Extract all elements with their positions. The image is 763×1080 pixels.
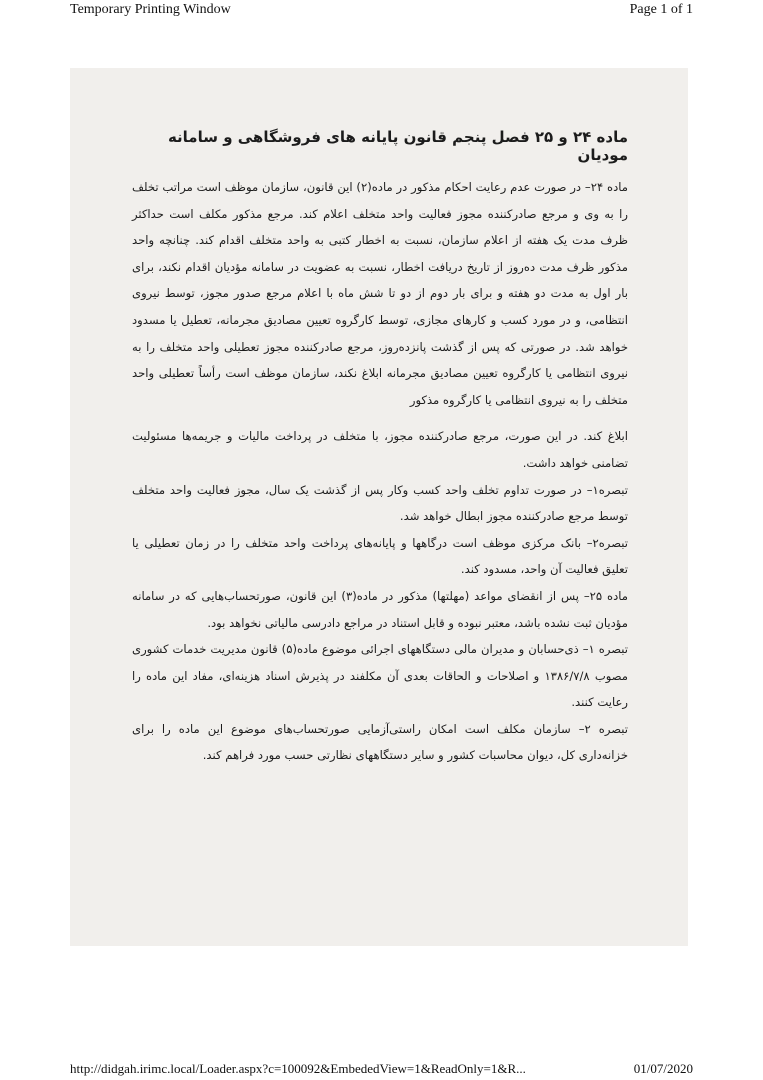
article-25-note-1-paragraph: تبصره ۱– ذی‌حسابان و مدیران مالی دستگاههای اجرائی موضوع ماده(۵) قانون مدیریت خدمات کشوری مصوب ۱۳۸۶/۷/۸ و اصلاحات و الحاقات بعدی آن مکلفند در پذیرش اسناد هزینه‌ای، مفاد این ماده را رعایت کنند. xyxy=(132,642,628,710)
article-25-paragraph: ماده ۲۵– پس از انقضای مواعد (مهلتها) مذکور در ماده(۳) این قانون، صورتحساب‌هایی که در سامانه مؤدیان ثبت نشده باشد، معتبر نبوده و قابل استناد در مراجع دادرسی مالیاتی نخواهد بود. xyxy=(132,588,628,630)
page-url: http://didgah.irimc.local/Loader.aspx?c=100092&EmbededView=1&ReadOnly=1&R... xyxy=(70,1061,526,1076)
article-24-block xyxy=(132,174,628,413)
page-indicator: Page 1 of 1 xyxy=(629,2,693,17)
article-24-notes-block xyxy=(132,423,628,769)
note-1-paragraph: تبصره۱– در صورت تداوم تخلف واحد کسب وکار پس از گذشت یک سال، مجوز فعالیت واحد متخلف توسط مرجع صادرکننده مجوز ابطال خواهد شد. xyxy=(132,482,628,524)
note-2-paragraph: تبصره۲– بانک مرکزی موظف است درگاهها و پایانه‌های پرداخت واحد متخلف را در زمان تعطیلی یا تعلیق فعالیت آن واحد، مسدود کند. xyxy=(132,535,628,577)
document-title: ماده ۲۴ و ۲۵ فصل پنجم قانون پایانه های فروشگاهی و سامانه مودیان xyxy=(167,128,628,164)
article-25-note-2-paragraph: تبصره ۲– سازمان مکلف است امکان راستی‌آزمایی صورتحساب‌های موضوع این ماده را برای خزانه‌داری کل، دیوان محاسبات کشور و سایر دستگاههای نظارتی حسب مورد فراهم کند. xyxy=(132,721,629,763)
print-date: 01/07/2020 xyxy=(633,1061,693,1076)
paragraph-continuation: ابلاغ کند. در این صورت، مرجع صادرکننده مجوز، با متخلف در پرداخت مالیات و جریمه‌ها مسئولیت تضامنی خواهد داشت. xyxy=(132,429,628,470)
document-body xyxy=(132,128,628,769)
window-title: Temporary Printing Window xyxy=(70,2,231,17)
article-24-paragraph: ماده ۲۴– در صورت عدم رعایت احکام مذکور در ماده(۲) این قانون، سازمان موظف است مراتب تخلف را به وی و مرجع صادرکننده مجوز فعالیت واحد متخلف اعلام کند. مرجع مذکور مکلف است حداکثر ظرف مدت یک هفته از اعلام سازمان، نسبت به اخطار کتبی به واحد متخلف اقدام کند. چنانچه واحد مذکور ظرف مدت ده‌روز از تاریخ دریافت اخطار، نسبت به عضویت در سامانه مؤدیان اقدام نکند، برای بار اول به مدت دو هفته و برای بار دوم از دو تا شش ماه با اعلام مرجع صدور مجوز، توسط نیروی انتظامی، و در مورد کسب و کارهای مجازی، توسط کارگروه تعیین مصادیق مجرمانه، تعطیل یا مسدود خواهد شد. در صورتی که پس از گذشت پانزده‌روز، مرجع صادرکننده مجوز تعطیلی واحد متخلف را به نیروی انتظامی یا کارگروه تعیین مصادیق مجرمانه ابلاغ نکند، سازمان موظف است رأساً تعطیلی واحد متخلف را به نیروی انتظامی یا کارگروه مذکور xyxy=(132,180,629,407)
